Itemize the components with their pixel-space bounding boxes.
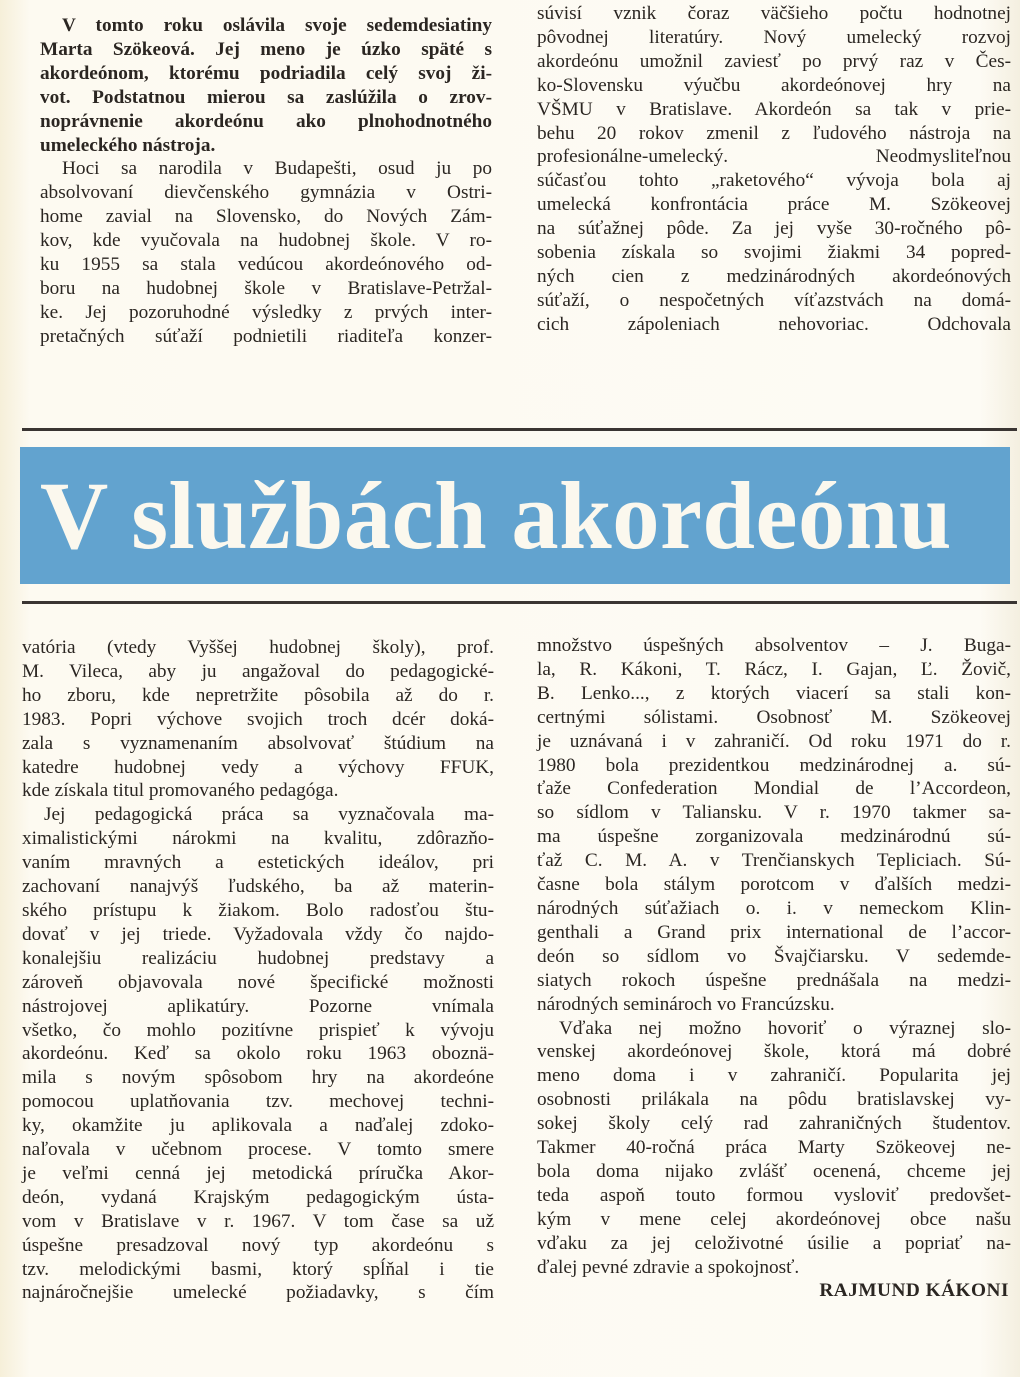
text-line: noprávnenie akordeónu ako plnohodnotného [40, 110, 492, 132]
text-line: certnými sólistami. Osobnosť M. Szökeovej [537, 706, 1011, 728]
text-line: ko-Slovensku výučbu akordeónovej hry na [537, 74, 1011, 96]
text-line: siatych rokoch úspešne prednášala na medzi- [537, 969, 1011, 991]
text-line: tzv. melodickými basmi, ktorý spĺňal i tie [22, 1258, 494, 1280]
text-line: boru na hudobnej škole v Bratislave-Petržal- [40, 277, 492, 299]
text-line: teda aspoň touto formou vysloviť predovšet- [537, 1184, 1011, 1206]
headline-bottom-rule [22, 601, 1017, 604]
text-line: Hoci sa narodila v Budapešti, osud ju po [62, 158, 492, 180]
text-line: je veľmi cenná jej metodická príručka Akor- [22, 1162, 494, 1184]
text-line: ky, okamžite ju aplikovala a naďalej zdoko- [22, 1115, 494, 1137]
text-line: konalejšiu realizáciu hudobnej predstavy a [22, 947, 494, 969]
text-line: úspešne presadzoval nový typ akordeónu s [22, 1234, 494, 1256]
text-line: sokej školy celý rad zahraničných študentov. [537, 1113, 1011, 1135]
text-line: ťaže Confederation Mondial de l’Accordeon, [537, 778, 1011, 800]
text-line: akordeónu. Keď sa okolo roku 1963 oboznä- [22, 1043, 494, 1065]
text-line: kov, kde vyučovala na hudobnej škole. V ro- [40, 230, 492, 252]
text-line: katedre hudobnej vedy a výchovy FFUK, [22, 756, 494, 778]
text-line: vot. Podstatnou mierou sa zaslúžila o zrov- [40, 86, 492, 108]
text-line: Takmer 40-ročná práca Marty Szökeovej ne- [537, 1137, 1011, 1159]
text-line: umelecká konfrontácia práce M. Szökeovej [537, 194, 1011, 216]
body-paragraph [537, 1017, 1011, 1280]
text-line: časne bola stálym porotcom v ďalších medzi- [537, 874, 1011, 896]
body-paragraph [40, 157, 492, 348]
text-line: akordeónu umožnil zaviesť po prvý raz v Čes- [537, 50, 1011, 72]
text-line: genthali a Grand prix international de l’accor- [537, 921, 1011, 943]
headline-banner [20, 447, 1010, 584]
text-line: zala s vyznamenaním absolvovať štúdium na [22, 732, 494, 754]
lead-column [40, 14, 492, 349]
text-line: pôvodnej literatúry. Nový umelecký rozvoj [537, 26, 1011, 48]
article-headline: V službách akordeónu [40, 462, 952, 569]
text-line: V tomto roku oslávila svoje sedemdesiatiny [62, 15, 492, 36]
text-line: akordeónom, ktorému podriadila celý svoj ži- [40, 62, 492, 84]
text-line: sobenia získala so svojimi žiakmi 34 popred- [537, 242, 1011, 264]
body-paragraph [22, 803, 494, 1305]
text-line: ných cien z medzinárodných akordeónových [537, 265, 1011, 287]
text-line: súčasťou tohto „raketového“ vývoja bola aj [537, 170, 1011, 192]
text-line: množstvo úspešných absolventov – J. Buga- [537, 635, 1011, 656]
text-line: pretačných súťaží podnietili riaditeľa konzer- [40, 325, 492, 347]
text-line: ho zboru, kde nepretržite pôsobila až do r. [22, 684, 494, 706]
text-line: dovať v jej triede. Vyžadovala vždy čo najdo- [22, 923, 494, 945]
text-line: so sídlom v Taliansku. V r. 1970 takmer sa- [537, 802, 1011, 824]
text-line: ximalistickými nárokmi na kvalitu, zdôrazňo- [22, 828, 494, 850]
text-line: umeleckého nástroja. [40, 134, 216, 156]
text-line: národných súťažiach o. i. v nemeckom Klin- [537, 897, 1011, 919]
text-line: Marta Szökeová. Jej meno je úzko späté s [40, 38, 492, 60]
text-line: ke. Jej pozoruhodné výsledky z prvých inter- [40, 301, 492, 323]
bottom-right-column [537, 634, 1011, 1303]
headline-top-rule [22, 428, 1017, 431]
text-line: la, R. Kákoni, T. Rácz, I. Gajan, Ľ. Žovič, [537, 658, 1011, 680]
text-line: zachovaní nanajvýš ľudského, ba až materin- [22, 876, 494, 898]
text-line: na súťažnej pôde. Za jej vyše 30-ročného pô- [537, 218, 1011, 240]
text-line: Vďaka nej možno hovoriť o výraznej slo- [559, 1017, 1011, 1039]
text-line: vďaku za jej celoživotné úsilie a popriať na- [537, 1232, 1011, 1254]
text-line: cich zápoleniach nehovoriac. Odchovala [537, 313, 1011, 335]
text-line: súťaží, o nespočetných víťazstvách na domá- [537, 289, 1011, 311]
text-line: deón, vydaná Krajským pedagogickým ústa- [22, 1186, 494, 1208]
text-line: ďalej pevné zdravie a spokojnosť. [537, 1256, 800, 1278]
text-line: bola doma nijako zvlášť ocenená, chceme jej [537, 1160, 1011, 1182]
text-line: vom v Bratislave v r. 1967. V tom čase sa už [22, 1210, 494, 1232]
text-line: ťaž C. M. A. v Trenčianskych Tepliciach. Sú- [537, 850, 1011, 872]
text-line: venskej akordeónovej škole, ktorá má dobré [537, 1041, 1011, 1063]
text-line: pomocou uplatňovania tzv. mechovej techni- [22, 1091, 494, 1113]
text-line: ského prístupu k žiakom. Bolo radosťou štu- [22, 899, 494, 921]
bottom-left-column [22, 636, 494, 1305]
lead-paragraph [40, 14, 492, 157]
text-line: absolvovaní dievčenského gymnázia v Ostri- [40, 182, 492, 204]
text-line: naľovala v učebnom procese. V tomto smere [22, 1139, 494, 1161]
text-line: najnáročnejšie umelecké požiadavky, s čím [22, 1282, 494, 1304]
text-line: vatória (vtedy Vyššej hudobnej školy), prof. [22, 637, 494, 658]
text-line: 1983. Popri výchove svojich troch dcér doká- [22, 708, 494, 730]
text-line: mila s novým spôsobom hry na akordeóne [22, 1067, 494, 1089]
text-line: osobnosti prilákala na pôdu bratislavskej vy- [537, 1089, 1011, 1111]
body-paragraph [22, 636, 494, 803]
text-line: deón so sídlom vo Švajčiarsku. V sedemde- [537, 945, 1011, 967]
text-line: vaním mravných a estetických ideálov, pri [22, 852, 494, 874]
text-line: profesionálne-umelecký. Neodmysliteľnou [537, 146, 1011, 168]
text-line: behu 20 rokov zmenil z ľudového nástroja na [537, 122, 1011, 144]
text-line: nástrojovej aplikatúry. Pozorne vnímala [22, 995, 494, 1017]
text-line: home zavial na Slovensko, do Nových Zám- [40, 206, 492, 228]
text-line: národných seminároch vo Francúzsku. [537, 993, 835, 1015]
text-line: VŠMU v Bratislave. Akordeón sa tak v prie- [537, 98, 1011, 120]
body-paragraph [537, 2, 1011, 337]
text-line: súvisí vznik čoraz väčšieho počtu hodnotnej [537, 3, 1011, 24]
text-line: ma úspešne zorganizovala medzinárodnú sú- [537, 826, 1011, 848]
text-line: B. Lenko..., z ktorých viacerí sa stali kon- [537, 682, 1011, 704]
text-line: meno doma i v zahraničí. Popularita jej [537, 1065, 1011, 1087]
text-line: kde získala titul promovaného pedagóga. [22, 780, 339, 802]
text-line: 1980 bola prezidentkou medzinárodnej a. sú- [537, 754, 1011, 776]
text-line: je uznávaná i v zahraničí. Od roku 1971 do r. [537, 730, 1011, 752]
text-line: zároveň objavovala nové špecifické možnosti [22, 971, 494, 993]
text-line: kým v mene celej akordeónovej obce našu [537, 1208, 1011, 1230]
author-byline: RAJMUND KÁKONI [819, 1280, 1009, 1302]
text-line: M. Vileca, aby ju angažoval do pedagogické- [22, 660, 494, 682]
body-paragraph [537, 634, 1011, 1017]
text-line: všetko, čo mohlo pozitívne prispieť k vývoju [22, 1019, 494, 1041]
text-line: Jej pedagogická práca sa vyznačovala ma- [44, 804, 494, 826]
top-right-column [537, 2, 1011, 337]
text-line: ku 1955 sa stala vedúcou akordeónového od- [40, 254, 492, 276]
